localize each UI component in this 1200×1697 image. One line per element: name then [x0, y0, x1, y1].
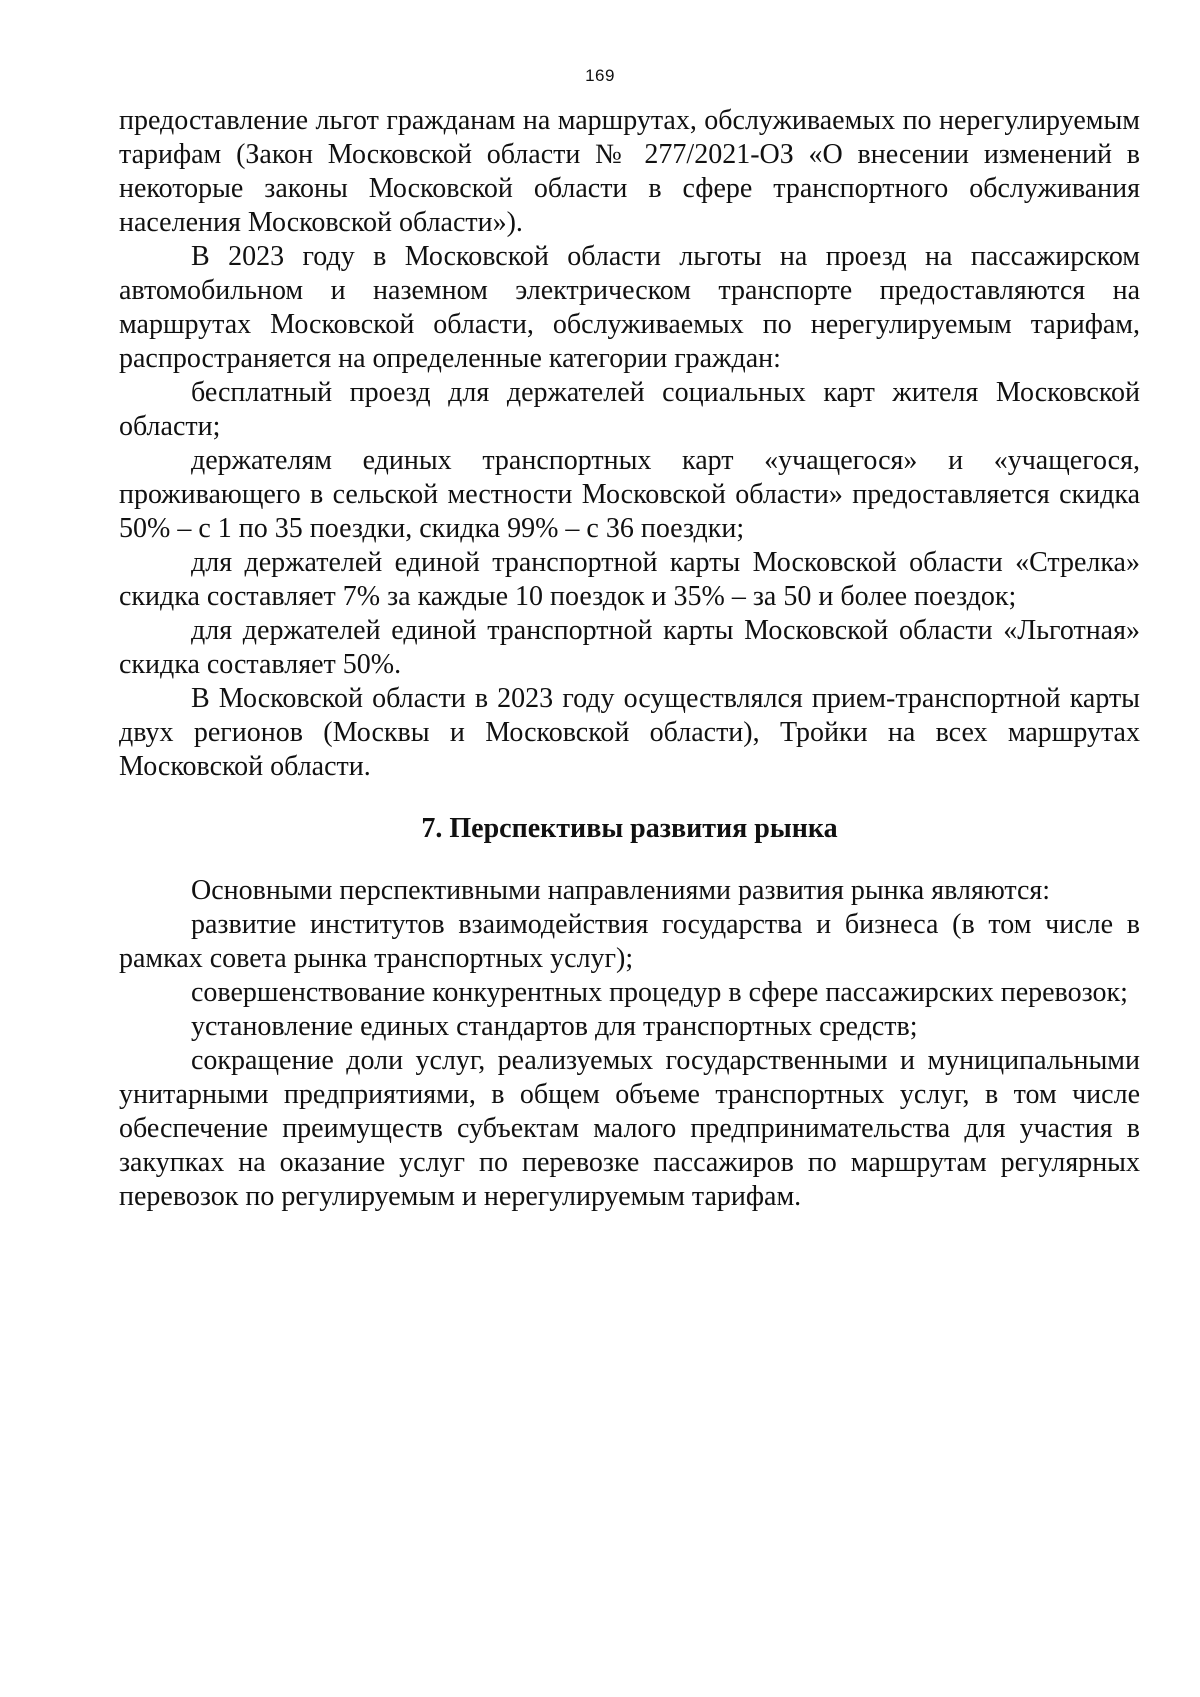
paragraph: совершенствование конкурентных процедур в сфере пассажирских перевозок; [191, 977, 1128, 1008]
paragraph: развитие институтов взаимодействия государства и бизнеса (в том числе в рамках совета рынка транспортных услуг); [119, 909, 1140, 974]
page-body [119, 104, 1140, 1214]
paragraph: для держателей единой транспортной карты Московской области «Стрелка» скидка составляет 7% за каждые 10 поездок и 35% – за 50 и более поездок; [119, 547, 1140, 612]
paragraph: установление единых стандартов для транспортных средств; [191, 1011, 918, 1042]
section-heading: 7. Перспективы развития рынка [421, 813, 838, 844]
paragraphs-before-section [119, 104, 1140, 784]
paragraph: бесплатный проезд для держателей социальных карт жителя Московской области; [119, 377, 1140, 442]
page-number: 169 [585, 66, 615, 85]
paragraph: В 2023 году в Московской области льготы на проезд на пассажирском автомобильном и наземном электрическом транспорте предоставляются на маршрутах Московской области, обслуживаемых по нерегулируемым тарифам, распространяется на определенные категории граждан: [119, 241, 1140, 374]
paragraph: Основными перспективными направлениями развития рынка являются: [191, 875, 1051, 906]
paragraph: для держателей единой транспортной карты Московской области «Льготная» скидка составляет 50%. [119, 615, 1140, 680]
paragraph: В Московской области в 2023 году осуществлялся прием-транспортной карты двух регионов (Москвы и Московской области), Тройки на всех маршрутах Московской области. [119, 683, 1140, 782]
paragraph: держателям единых транспортных карт «учащегося» и «учащегося, проживающего в сельской местности Московской области» предоставляется скидка 50% – с 1 по 35 поездки, скидка 99% – с 36 поездки; [119, 445, 1140, 544]
paragraph: сокращение доли услуг, реализуемых государственными и муниципальными унитарными предприятиями, в общем объеме транспортных услуг, в том числе обеспечение преимуществ субъектам малого предпринимательства для участия в закупках на оказание услуг по перевозке пассажиров по маршрутам регулярных перевозок по регулируемым и нерегулируемым тарифам. [119, 1045, 1140, 1212]
paragraph: предоставление льгот гражданам на маршрутах, обслуживаемых по нерегулируемым тарифам (Закон Московской области № 277/2021-ОЗ «О внесении изменений в некоторые законы Московской области в сфере транспортного обслуживания населения Московской области»). [119, 105, 1140, 238]
paragraphs-after-section [119, 874, 1140, 1214]
